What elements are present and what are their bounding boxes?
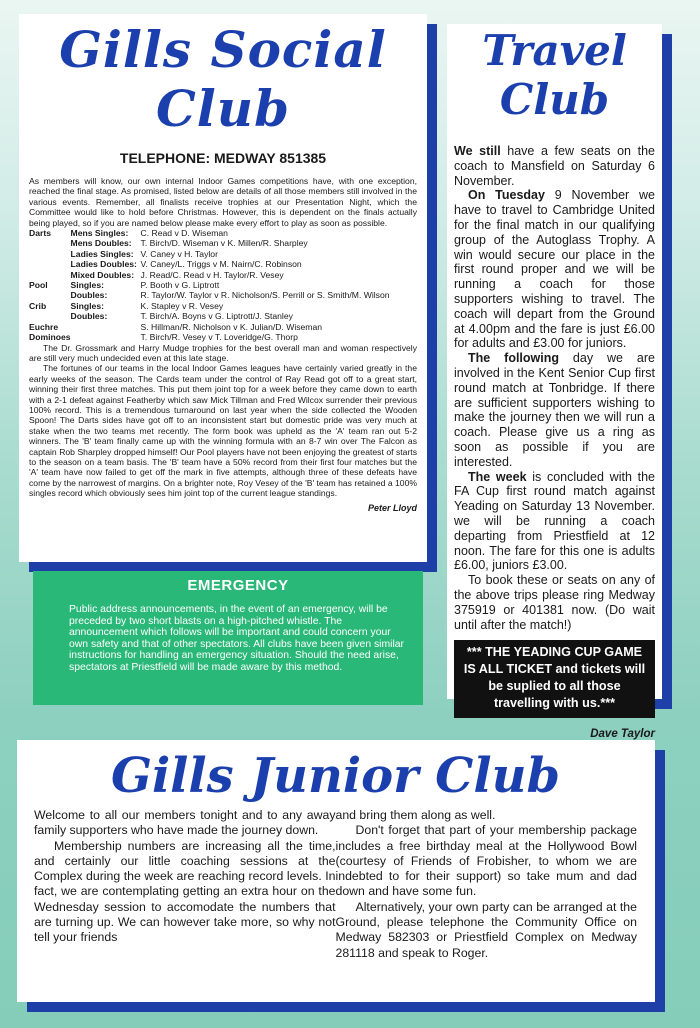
fixture-game	[29, 270, 71, 280]
fixture-players: T. Birch/A. Boyns v G. Liptrott/J. Stanley	[140, 311, 293, 322]
fixture-players: T. Birch/D. Wiseman v K. Millen/R. Sharpley	[140, 238, 308, 249]
fixture-game	[29, 311, 71, 321]
fixture-game: Darts	[29, 228, 51, 239]
social-club-intro: As members will know, our own internal Indoor Games competitions have, with one exception, reached the final stage. As promised, listed below are details of all those members still involved in the various events. Remember, all finalists receive trophies at our Presentation Night, which the Committee would like to hold before Christmas. However, this is dependent on the finals actually being played, so if you are named below please make every effort to play as soon as possible.	[29, 176, 417, 228]
fixture-players: C. Read v D. Wiseman	[140, 228, 228, 239]
fixture-event: Ladies Doubles:	[70, 259, 137, 270]
fixture-event: Mixed Doubles:	[70, 269, 135, 280]
fixture-row	[29, 270, 390, 280]
junior-right-column	[336, 808, 638, 961]
fixture-players: J. Read/C. Read v H. Taylor/R. Vesey	[140, 269, 284, 280]
travel-club-panel	[447, 24, 662, 741]
fixture-game	[29, 290, 71, 300]
fixture-players: R. Taylor/W. Taylor v R. Nicholson/S. Perrill or S. Smith/M. Wilson	[140, 290, 390, 301]
fixture-players: V. Caney v H. Taylor	[140, 248, 218, 259]
fixture-row	[29, 301, 390, 311]
junior-left-column	[34, 808, 336, 961]
fixture-game: Pool	[29, 280, 48, 291]
travel-paragraph-4	[454, 470, 655, 574]
travel-p3-lead: The following	[468, 351, 559, 366]
fixture-game: Euchre	[29, 321, 59, 332]
travel-p2-rest: 9 November we have to travel to Cambridge United for the final match in our qualifying group of the Autoglass Trophy. A win would secure our place in the first round proper and we will be running a coach for those supporters wishing to travel. The coach will depart from the Ground at 4.00pm and the fare is just £6.00 for adults and £3.00 for juniors.	[454, 188, 655, 351]
travel-p1-lead: We still	[454, 144, 501, 158]
social-club-title: Gills Social Club	[59, 20, 387, 138]
travel-paragraph-5: To book these or seats on any of the above trips please ring Medway 375919 or 401381 now. (Do wait until after the match!)	[454, 573, 655, 632]
junior-right-paragraph: Don't forget that part of your membership package includes a free birthday meal at the Hollywood Bowl (courtesy of Friends of Frobisher, to whom we are indebted to for their support) so take mum and dad down and have some fun.	[335, 823, 637, 899]
social-club-telephone: TELEPHONE: MEDWAY 851385	[119, 150, 327, 166]
fixture-event: Mens Singles:	[70, 228, 129, 239]
fixtures-table	[29, 228, 390, 342]
travel-p4-lead: The week	[468, 469, 527, 484]
emergency-body: Public address announcements, in the event of an emergency, will be preceded by two short blasts on a high-pitched whistle. The announcement which follows will be important and could concern your own safety and that of other spectators. All clubs have been given similar instructions for handling an emergency situation. Should the need arise, spectators at Priestfield will be made aware by this method.	[69, 604, 404, 673]
fixture-event: Ladies Singles:	[70, 248, 134, 259]
fixture-row	[29, 259, 390, 269]
fixture-players: T. Birch/R. Vesey v T. Loveridge/G. Thorp	[140, 332, 298, 343]
fixture-game	[29, 238, 71, 248]
travel-paragraph-2	[454, 188, 655, 351]
fixture-event: Doubles:	[70, 290, 108, 301]
fixture-game	[29, 249, 71, 259]
fixture-row	[29, 228, 390, 238]
fixture-row	[29, 249, 390, 259]
fortunes-paragraph: The fortunes of our teams in the local Indoor Games leagues have certainly varied greatly in the early weeks of the season. The Cards team under the control of Ray Read got off to a great start, winning their first three matches. This put them joint top for a week before they came down to earth with a 2-1 defeat against Featherby which saw Mick Tillman and Fred Wilcox surrender their previous 100% record. This is a tremendous turnaround on last year when the side collected the Wooden Spoon! The Darts sides have got off to an inconsistent start but domestic pride was very much at stake when the two teams met recently. The form book was upheld as the 'A' team ran out 5-2 winners. The 'B' team finally came up with the winning formula with an 8-7 win over The Falcon as captain Rob Sharpley dropped himself! Our Pool players have not been enjoying the greatest of starts to the season on a team basis. The 'B' team have a 50% record from their first four matches but the 'A' team have now failed to get off the mark in five attempts, although three of these defeats have come by the narrowest of margins. On a brighter note, Roy Vesey of the 'B' team has retained a 100% singles record which obviously sees him joint top of the current league standings.	[29, 363, 417, 499]
fixture-game: Crib	[29, 300, 47, 311]
fixture-players: P. Booth v G. Liptrott	[140, 280, 220, 291]
trophies-paragraph: The Dr. Grossmark and Harry Mudge trophies for the best overall man and woman respectively are still very much undecided even at this late stage.	[29, 342, 417, 363]
fixture-game: Dominoes	[29, 332, 71, 343]
fixture-players: V. Caney/L. Triggs v M. Nairn/C. Robinson	[140, 259, 302, 270]
junior-left-paragraph: Membership numbers are increasing all the time, and certainly our little coaching sessions at the Complex during the week are reaching record levels. In fact, we are contemplating getting an extra hour on the Wednesday session to accomodate the numbers that are turning up. We can however take more, so why not tell your friends	[34, 838, 336, 945]
all-ticket-notice: *** THE YEADING CUP GAME IS ALL TICKET and tickets will be suplied to all those travelling with us.***	[454, 640, 655, 718]
junior-left-paragraph: Welcome to all our members tonight and to any away family supporters who have made the journey down.	[34, 808, 336, 838]
fixture-row	[29, 238, 390, 248]
fixture-game	[29, 259, 71, 269]
junior-club-panel	[17, 740, 655, 1002]
travel-paragraph-1	[454, 144, 655, 188]
travel-p2-lead: On Tuesday	[468, 188, 545, 203]
junior-club-title: Gills Junior Club	[110, 748, 561, 804]
junior-right-paragraph: and bring them along as well.	[335, 808, 496, 822]
fixture-players: S. Hillman/R. Nicholson v K. Julian/D. Wiseman	[140, 321, 323, 332]
emergency-heading: EMERGENCY	[187, 577, 289, 594]
travel-p4-rest: is concluded with the FA Cup first round match against Yeading on Saturday 13 November. we will be running a coach departing from Priestfield at 12 noon. The fare for this one is adults £6.00, juniors £3.00.	[454, 469, 655, 573]
emergency-panel	[33, 571, 423, 705]
travel-paragraph-3	[454, 351, 655, 469]
travel-p1-rest: have a few seats on the coach to Mansfield on Saturday 6 November.	[454, 144, 655, 188]
social-club-author: Peter Lloyd	[367, 502, 417, 513]
travel-p3-rest: day we are involved in the Kent Senior Cup first round match at Tonbridge. If there are sufficient supporters wishing to make the journey then we will run a coach. Please give us a ring as soon as possible if you are interested.	[454, 351, 655, 469]
fixture-event: Doubles:	[70, 311, 108, 322]
fixture-row	[29, 322, 390, 332]
fixture-event: Singles:	[70, 280, 104, 291]
fixture-row	[29, 290, 390, 300]
fixture-players: K. Stapley v R. Vesey	[140, 300, 224, 311]
travel-club-author: Dave Taylor	[590, 728, 655, 741]
fixture-event: Singles:	[70, 300, 104, 311]
social-club-panel	[19, 14, 427, 562]
junior-right-paragraph: Alternatively, your own party can be arranged at the Ground, please telephone the Community Office on Medway 582303 or Priestfield Complex on Medway 281118 and speak to Roger.	[335, 899, 637, 960]
travel-club-title: Travel Club	[482, 26, 627, 124]
fixture-row	[29, 280, 390, 290]
fixture-event	[71, 322, 141, 332]
fixture-row	[29, 311, 390, 321]
fixture-event	[71, 332, 141, 342]
fixture-event: Mens Doubles:	[70, 238, 132, 249]
fixture-row	[29, 332, 390, 342]
